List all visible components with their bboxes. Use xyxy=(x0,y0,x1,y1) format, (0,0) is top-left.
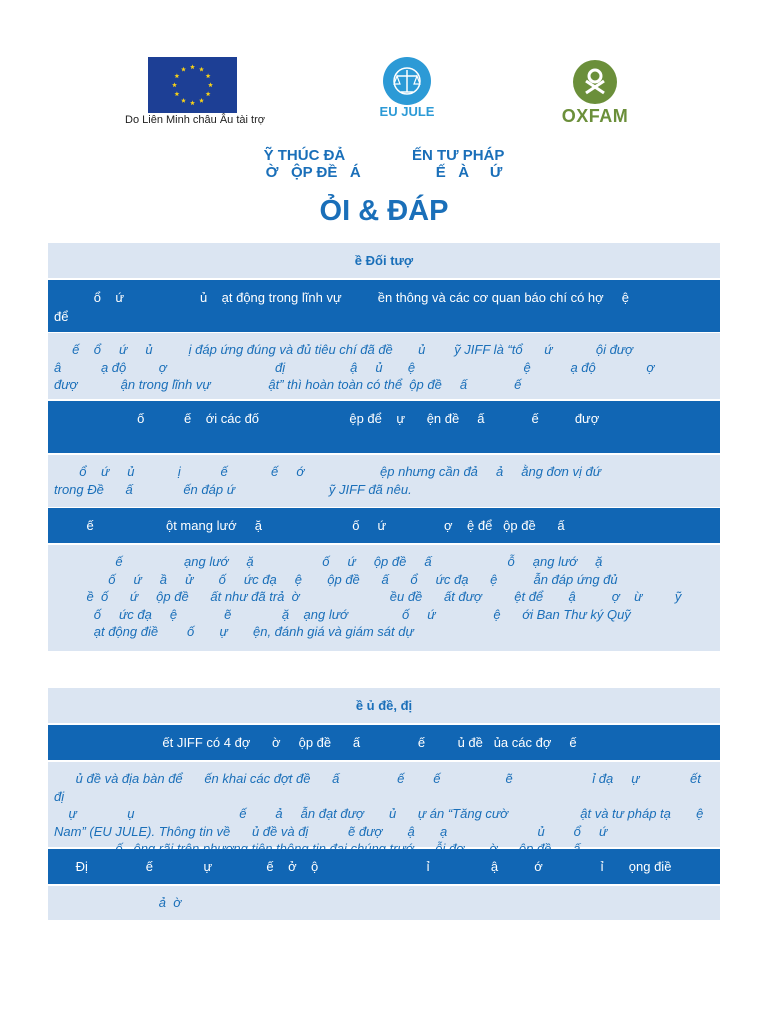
answer-3: ế ạng lướ ặ ố ứ ộp đề ấ ỗ ạng lướ ặ ố ứ ầ ử ố ức đạ ệ ộp đề ấ ổ ức đạ ệ ẫn đáp ứng đủ ề ố ứ ộp đề ất như đã trả ờ ều đề ất đượ ệt để ậ ợ ừ ỹ ố ức đạ ệ ẽ ặ ạng lướ ố ứ ệ ới Ban Thư ký Quỹ ạt động điề ố ự ện, đánh giá và giám sát dự xyxy=(48,545,720,651)
question-5: Đị ế ự ế ở ộ ỉ ậ ớ ỉ ọng điề xyxy=(48,849,720,884)
oxfam-logo-icon xyxy=(572,59,618,105)
question-3: ế ột mang lướ ặ ố ứ ợ ệ để ộp đề ấ xyxy=(48,508,720,543)
question-4: ết JIFF có 4 đợ ờ ộp đề ấ ế ủ đề ủa các đợ ế xyxy=(48,725,720,760)
section-heading-1: ề Đối tượ xyxy=(48,243,720,278)
question-2: ố ế ới các đố ệp để ự ện đề ấ ế đượ xyxy=(48,401,720,453)
page-title: ỎI & ĐÁP xyxy=(319,195,449,227)
eu-flag-icon xyxy=(148,57,237,113)
logo-bar xyxy=(0,0,768,140)
answer-5: ả ờ xyxy=(48,886,720,920)
header-line-1: Ỹ THÚC ĐẢ ẾN TƯ PHÁP xyxy=(263,147,505,164)
answer-2: ổ ứ ủ ị ế ế ớ ệp nhưng cần đả ả ằng đơn vị đứ trong Đề ấ ến đáp ứ ỹ JIFF đã nêu. xyxy=(48,455,720,507)
eu-jule-label: EU JULE xyxy=(379,104,435,119)
eu-funding-caption: Do Liên Minh châu Âu tài trợ xyxy=(125,114,265,126)
header-line-2: Ờ ỘP ĐỀ Á Ế À Ứ xyxy=(265,164,503,181)
oxfam-label: OXFAM xyxy=(561,106,629,126)
eu-jule-logo-icon xyxy=(382,56,432,106)
answer-1: ế ổ ứ ủ ị đáp ứng đúng và đủ tiêu chí đã đề ủ ỹ JIFF là “tổ ứ ội đượ â ạ độ ợ đị ậ ủ ệ ệ ạ độ ợ đượ ận trong lĩnh vự ật” thì hoàn toàn có thể ộp đề ấ ế xyxy=(48,333,720,399)
question-1: ổ ứ ủ ạt động trong lĩnh vự ền thông và các cơ quan báo chí có hợ ệ để xyxy=(48,280,720,332)
section-heading-2: ề ủ đề, đị xyxy=(48,688,720,723)
answer-4: ủ đề và địa bàn để ến khai các đợt đề ấ ế ế ẽ ỉ đạ ự ết đị ự ụ ế ả ẫn đạt đượ ủ ự án “Tăng cườ ật và tư pháp tạ ệ Nam” (EU JULE). Thông tin về ủ đề và đị ẽ đượ ậ ạ ủ ổ ứ xyxy=(48,762,720,847)
